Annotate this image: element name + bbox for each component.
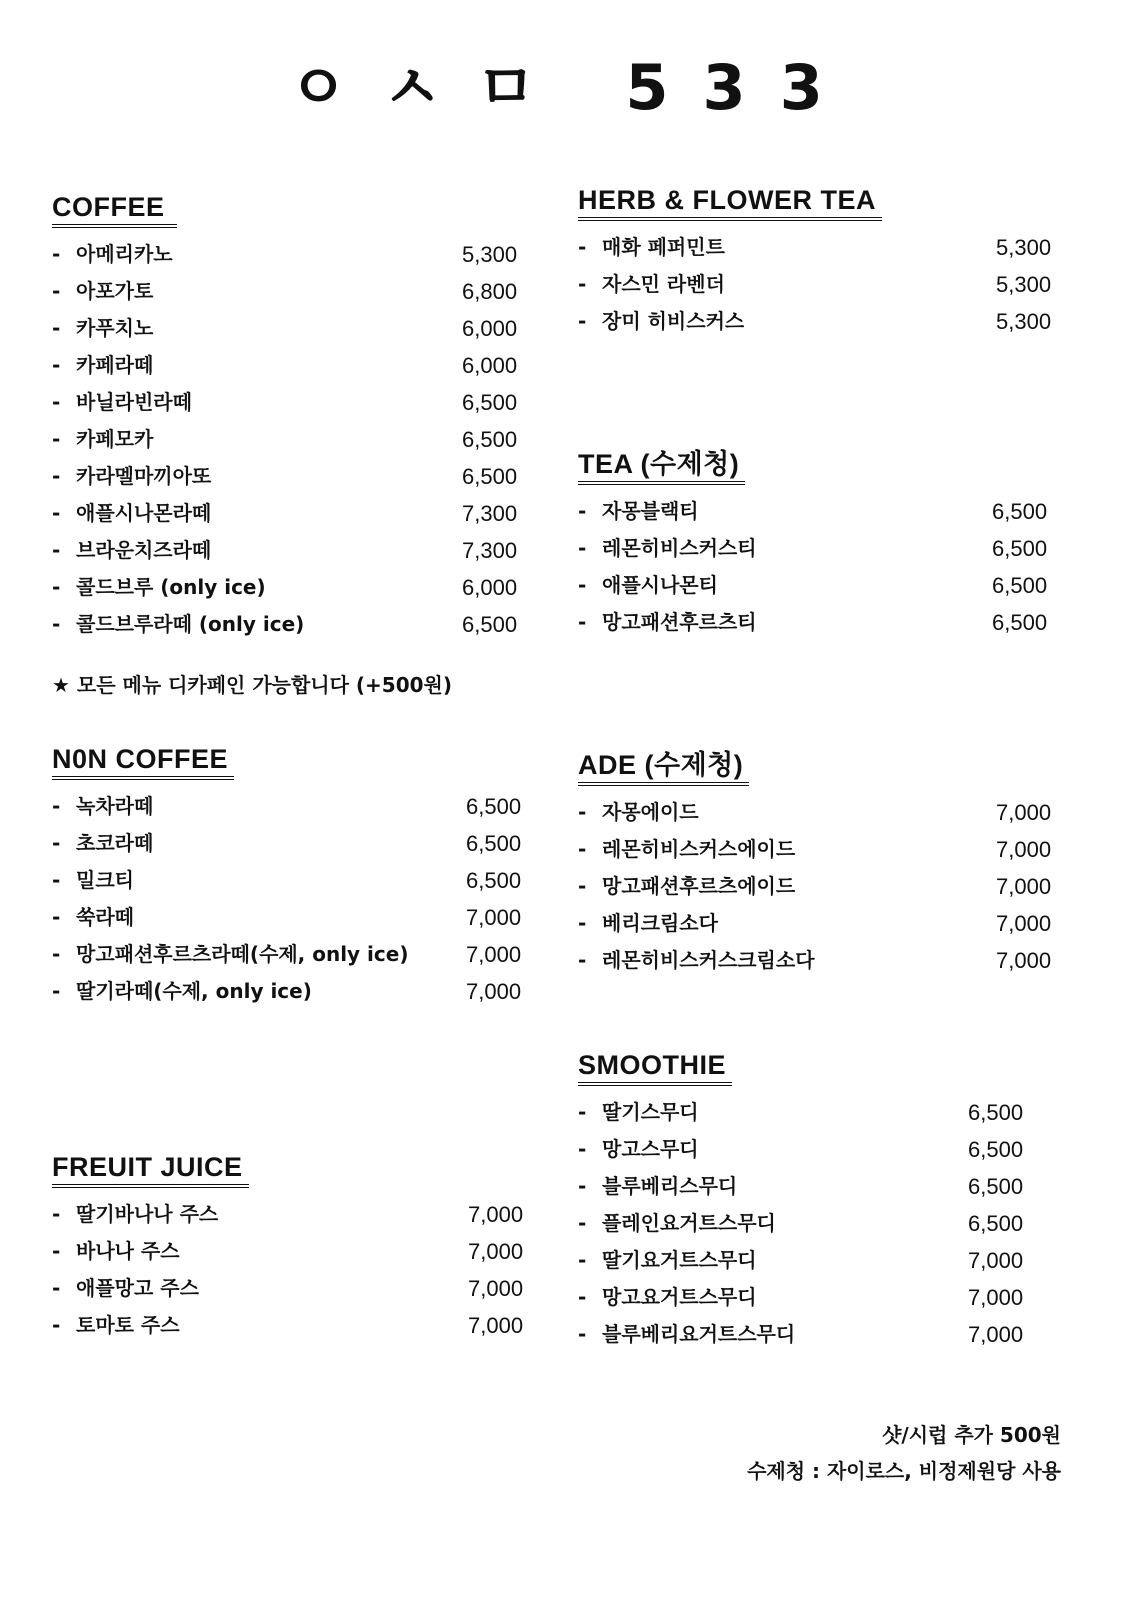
- item-name: 레몬히비스커스크림소다: [602, 948, 815, 972]
- item-bullet: -: [578, 1137, 587, 1161]
- coffee-list: [52, 236, 552, 643]
- item-price: 7,000: [996, 948, 1052, 973]
- item-name: 망고요거트스무디: [602, 1285, 757, 1309]
- item-bullet: -: [52, 1202, 61, 1226]
- item-bullet: -: [578, 874, 587, 898]
- item-name: 바닐라빈라떼: [76, 390, 192, 414]
- item-price: 7,000: [468, 1239, 524, 1264]
- item-price: 6,000: [462, 353, 518, 378]
- item-price: 6,500: [992, 610, 1048, 635]
- menu-item: [52, 1196, 552, 1233]
- item-price: 7,000: [996, 911, 1052, 936]
- item-name: 아메리카노: [76, 242, 173, 266]
- section-title-herb-tea: HERB & FLOWER TEA: [578, 183, 882, 221]
- item-name: 카페라떼: [76, 353, 154, 377]
- section-title-juice: FREUIT JUICE: [52, 1150, 249, 1188]
- section-ade: [578, 748, 1078, 979]
- menu-item: [52, 936, 552, 973]
- item-name: 애플망고 주스: [76, 1276, 199, 1300]
- menu-item: [52, 862, 552, 899]
- decaf-note: ★ 모든 메뉴 디카페인 가능합니다 (+500원): [52, 673, 453, 697]
- item-bullet: -: [52, 942, 61, 966]
- menu-item: [52, 273, 552, 310]
- item-name: 브라운치즈라떼: [76, 538, 212, 562]
- section-juice: [52, 1150, 552, 1344]
- item-price: 5,300: [996, 309, 1052, 334]
- item-bullet: -: [52, 575, 61, 599]
- menu-item: [52, 384, 552, 421]
- item-price: 6,500: [466, 868, 522, 893]
- item-price: 6,800: [462, 279, 518, 304]
- item-bullet: -: [52, 905, 61, 929]
- item-name: 애플시나몬라떼: [76, 501, 212, 525]
- item-name: 망고패션후르츠라떼(수제, only ice): [76, 942, 409, 966]
- item-name: 녹차라떼: [76, 794, 154, 818]
- menu-item: [578, 1279, 1078, 1316]
- section-smoothie: [578, 1048, 1078, 1353]
- item-name: 카라멜마끼아또: [76, 464, 212, 488]
- item-name: 딸기바나나 주스: [76, 1202, 219, 1226]
- menu-item: [578, 905, 1078, 942]
- item-price: 7,000: [466, 905, 522, 930]
- section-title-non-coffee: N0N COFFEE: [52, 742, 234, 780]
- item-price: 7,300: [462, 538, 518, 563]
- smoothie-list: [578, 1094, 1078, 1353]
- item-bullet: -: [578, 309, 587, 333]
- item-bullet: -: [578, 1248, 587, 1272]
- item-price: 6,500: [462, 390, 518, 415]
- brand-title: ㅇㅅㅁ 533: [288, 51, 857, 124]
- item-price: 6,000: [462, 575, 518, 600]
- item-bullet: -: [578, 1100, 587, 1124]
- item-name: 아포가토: [76, 279, 154, 303]
- item-price: 7,000: [968, 1322, 1024, 1347]
- item-name: 딸기라떼(수제, only ice): [76, 979, 312, 1003]
- item-name: 망고패션후르츠에이드: [602, 874, 796, 898]
- menu-item: [578, 530, 1078, 567]
- item-price: 7,000: [466, 979, 522, 1004]
- item-price: 7,000: [996, 800, 1052, 825]
- menu-item: [578, 1242, 1078, 1279]
- item-price: 6,500: [466, 831, 522, 856]
- menu-item: [578, 229, 1078, 266]
- item-name: 콜드브루 (only ice): [76, 575, 266, 599]
- item-bullet: -: [578, 272, 587, 296]
- item-price: 6,500: [462, 427, 518, 452]
- menu-item: [52, 606, 552, 643]
- section-title-ade: ADE (수제청): [578, 748, 749, 786]
- menu-item: [52, 899, 552, 936]
- menu-item: [52, 236, 552, 273]
- item-price: 6,500: [992, 499, 1048, 524]
- item-name: 초코라떼: [76, 831, 154, 855]
- item-bullet: -: [52, 501, 61, 525]
- item-price: 7,000: [468, 1313, 524, 1338]
- item-price: 6,500: [992, 573, 1048, 598]
- item-name: 딸기요거트스무디: [602, 1248, 757, 1272]
- menu-item: [52, 825, 552, 862]
- menu-item: [52, 458, 552, 495]
- item-name: 블루베리요거트스무디: [602, 1322, 796, 1346]
- item-bullet: -: [578, 499, 587, 523]
- item-bullet: -: [52, 538, 61, 562]
- item-price: 6,500: [466, 794, 522, 819]
- item-price: 6,500: [992, 536, 1048, 561]
- menu-item: [578, 831, 1078, 868]
- menu-item: [578, 1205, 1078, 1242]
- menu-item: [52, 973, 552, 1010]
- item-name: 블루베리스무디: [602, 1174, 738, 1198]
- item-bullet: -: [52, 612, 61, 636]
- item-name: 플레인요거트스무디: [602, 1211, 776, 1235]
- item-price: 7,000: [996, 874, 1052, 899]
- non-coffee-list: [52, 788, 552, 1010]
- item-price: 5,300: [462, 242, 518, 267]
- item-bullet: -: [52, 868, 61, 892]
- item-bullet: -: [578, 1322, 587, 1346]
- item-name: 베리크림소다: [602, 911, 718, 935]
- menu-item: [578, 794, 1078, 831]
- section-title-tea: TEA (수제청): [578, 447, 745, 485]
- item-bullet: -: [52, 279, 61, 303]
- menu-item: [52, 1233, 552, 1270]
- item-price: 7,000: [466, 942, 522, 967]
- item-price: 7,000: [468, 1276, 524, 1301]
- item-bullet: -: [578, 837, 587, 861]
- item-bullet: -: [578, 800, 587, 824]
- menu-item: [578, 266, 1078, 303]
- item-price: 6,500: [462, 612, 518, 637]
- ade-list: [578, 794, 1078, 979]
- item-price: 6,500: [462, 464, 518, 489]
- item-bullet: -: [52, 979, 61, 1003]
- section-coffee: [52, 190, 552, 643]
- item-name: 바나나 주스: [76, 1239, 180, 1263]
- herb-tea-list: [578, 229, 1078, 340]
- item-name: 장미 히비스커스: [602, 309, 745, 333]
- item-name: 자몽블랙티: [602, 499, 699, 523]
- menu-item: [578, 604, 1078, 641]
- item-price: 6,500: [968, 1211, 1024, 1236]
- item-bullet: -: [578, 911, 587, 935]
- item-bullet: -: [52, 353, 61, 377]
- item-price: 7,000: [968, 1285, 1024, 1310]
- menu-item: [578, 942, 1078, 979]
- section-non-coffee: [52, 742, 552, 1010]
- menu-item: [578, 1094, 1078, 1131]
- item-name: 밀크티: [76, 868, 134, 892]
- item-price: 5,300: [996, 235, 1052, 260]
- item-bullet: -: [578, 536, 587, 560]
- item-name: 쑥라떼: [76, 905, 134, 929]
- item-bullet: -: [578, 610, 587, 634]
- item-price: 7,000: [996, 837, 1052, 862]
- item-bullet: -: [52, 831, 61, 855]
- item-price: 6,000: [462, 316, 518, 341]
- menu-item: [578, 1168, 1078, 1205]
- syrup-info-note: 수제청 : 자이로스, 비정제원당 사용: [747, 1459, 1061, 1483]
- item-name: 망고스무디: [602, 1137, 699, 1161]
- menu-item: [52, 310, 552, 347]
- menu-item: [52, 421, 552, 458]
- item-name: 카페모카: [76, 427, 154, 451]
- section-herb-tea: [578, 183, 1078, 340]
- menu-item: [52, 788, 552, 825]
- item-price: 6,500: [968, 1174, 1024, 1199]
- shot-syrup-note: 샷/시럽 추가 500원: [882, 1423, 1061, 1447]
- menu-item: [578, 493, 1078, 530]
- item-bullet: -: [578, 235, 587, 259]
- section-tea: [578, 447, 1078, 641]
- item-name: 애플시나몬티: [602, 573, 718, 597]
- item-price: 7,300: [462, 501, 518, 526]
- item-price: 6,500: [968, 1100, 1024, 1125]
- item-bullet: -: [52, 242, 61, 266]
- juice-list: [52, 1196, 552, 1344]
- item-name: 레몬히비스커스에이드: [602, 837, 796, 861]
- menu-item: [52, 347, 552, 384]
- item-bullet: -: [578, 573, 587, 597]
- item-price: 6,500: [968, 1137, 1024, 1162]
- item-bullet: -: [52, 1313, 61, 1337]
- menu-item: [52, 532, 552, 569]
- item-name: 망고패션후르츠티: [602, 610, 757, 634]
- item-name: 토마토 주스: [76, 1313, 180, 1337]
- tea-list: [578, 493, 1078, 641]
- item-bullet: -: [52, 464, 61, 488]
- item-name: 자스민 라벤더: [602, 272, 725, 296]
- menu-item: [578, 303, 1078, 340]
- item-bullet: -: [52, 316, 61, 340]
- item-price: 5,300: [996, 272, 1052, 297]
- menu-item: [578, 1316, 1078, 1353]
- menu-item: [578, 567, 1078, 604]
- section-title-coffee: COFFEE: [52, 190, 177, 228]
- menu-item: [52, 569, 552, 606]
- item-bullet: -: [52, 794, 61, 818]
- item-name: 콜드브루라떼 (only ice): [76, 612, 305, 636]
- item-bullet: -: [52, 427, 61, 451]
- menu-item: [52, 1307, 552, 1344]
- item-bullet: -: [578, 1211, 587, 1235]
- menu-item: [578, 868, 1078, 905]
- item-bullet: -: [52, 390, 61, 414]
- item-name: 카푸치노: [76, 316, 154, 340]
- item-price: 7,000: [468, 1202, 524, 1227]
- item-bullet: -: [578, 948, 587, 972]
- item-bullet: -: [52, 1276, 61, 1300]
- menu-item: [578, 1131, 1078, 1168]
- item-bullet: -: [52, 1239, 61, 1263]
- item-bullet: -: [578, 1285, 587, 1309]
- item-name: 자몽에이드: [602, 800, 699, 824]
- item-name: 레몬히비스커스티: [602, 536, 757, 560]
- item-price: 7,000: [968, 1248, 1024, 1273]
- section-title-smoothie: SMOOTHIE: [578, 1048, 732, 1086]
- menu-item: [52, 495, 552, 532]
- item-name: 매화 페퍼민트: [602, 235, 725, 259]
- item-bullet: -: [578, 1174, 587, 1198]
- menu-item: [52, 1270, 552, 1307]
- item-name: 딸기스무디: [602, 1100, 699, 1124]
